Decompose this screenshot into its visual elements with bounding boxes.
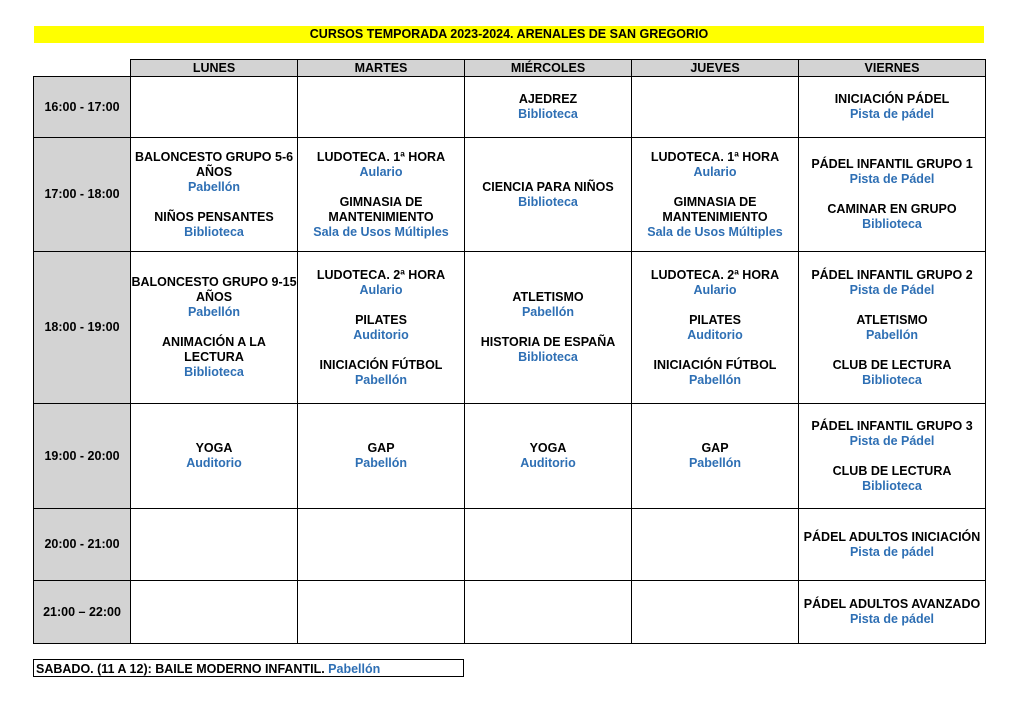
activity-name: YOGA [195,441,233,455]
activity-name: INICIACIÓN PÁDEL [834,92,950,106]
schedule-row [34,404,986,509]
activity-spacer [632,298,798,313]
day-header-lunes: LUNES [131,60,298,77]
activity-place: Sala de Usos Múltiples [313,224,449,239]
activity-name: PÁDEL INFANTIL GRUPO 2 [811,267,973,282]
cell-miercoles [465,77,632,138]
activity-name: LUDOTECA. 1ª HORA [650,149,780,164]
page-title: CURSOS TEMPORADA 2023-2024. ARENALES DE SAN GREGORIO [34,26,984,43]
activity-name: CIENCIA PARA NIÑOS [482,179,614,194]
day-header-martes: MARTES [298,60,465,77]
activity-place: Biblioteca [184,365,244,379]
activity-name: LUDOTECA. 2ª HORA [650,267,780,282]
activity-place: Aulario [693,282,737,297]
activity-place: Pabellón [354,372,408,387]
cell-lunes [131,77,298,138]
cell-lunes [131,509,298,581]
activity-name: GAP [367,441,395,455]
activity-name: PÁDEL ADULTOS AVANZADO [803,597,981,611]
cell-viernes [799,509,986,581]
activity-name: PÁDEL ADULTOS INICIACIÓN [803,529,981,544]
day-header-viernes: VIERNES [799,60,986,77]
activity-place: Pista de pádel [849,544,935,559]
schedule-table [33,59,986,644]
activity-name: YOGA [529,441,567,455]
activity-name: BALONCESTO GRUPO 9-15 AÑOS [131,275,297,304]
schedule-row [34,581,986,644]
cell-martes [298,252,465,404]
activity-place: Auditorio [520,456,576,470]
activity-name: PILATES [689,312,741,327]
activity-name: HISTORIA DE ESPAÑA [480,335,616,349]
saturday-note-place: Pabellón [328,662,381,676]
activity-place: Biblioteca [518,194,578,209]
cell-viernes [799,404,986,509]
cell-martes [298,77,465,138]
saturday-note-text: SABADO. (11 A 12): BAILE MODERNO INFANTIL. [36,662,325,676]
activity-spacer [465,320,631,335]
schedule-row [34,77,986,138]
activity-place: Pista de Pádel [849,433,935,448]
activity-place: Aulario [693,164,737,179]
activity-spacer [298,343,464,358]
cell-jueves [632,138,799,252]
activity-name: AJEDREZ [518,92,578,106]
activity-spacer [131,320,297,335]
activity-place: Biblioteca [862,478,922,493]
cell-miercoles [465,404,632,509]
corner-cell [34,60,131,77]
activity-place: Aulario [359,282,403,297]
activity-name: LUDOTECA. 2ª HORA [316,267,446,282]
cell-jueves [632,581,799,644]
activity-name: PÁDEL INFANTIL GRUPO 3 [811,418,973,433]
activity-name: CAMINAR EN GRUPO [827,202,957,216]
activity-name: INICIACIÓN FÚTBOL [319,357,443,372]
cell-miercoles [465,509,632,581]
activity-place: Pabellón [865,327,919,342]
cell-lunes [131,138,298,252]
activity-spacer [799,343,985,358]
activity-place: Biblioteca [184,224,244,239]
cell-martes [298,404,465,509]
cell-viernes [799,138,986,252]
activity-name: LUDOTECA. 1ª HORA [316,149,446,164]
activity-place: Biblioteca [862,217,922,231]
cell-lunes [131,581,298,644]
cell-miercoles [465,581,632,644]
activity-name: GIMNASIA DE MANTENIMIENTO [662,194,768,224]
activity-place: Pista de pádel [849,107,935,121]
activity-place: Auditorio [353,327,409,342]
activity-place: Biblioteca [518,107,578,121]
activity-place: Pabellón [187,179,241,194]
activity-spacer [799,187,985,202]
cell-miercoles [465,138,632,252]
saturday-note [33,659,464,677]
activity-place: Aulario [359,164,403,179]
activity-spacer [799,449,985,464]
activity-name: CLUB DE LECTURA [832,357,952,372]
cell-viernes [799,77,986,138]
cell-martes [298,509,465,581]
cell-jueves [632,77,799,138]
activity-place: Sala de Usos Múltiples [647,224,783,239]
activity-name: INICIACIÓN FÚTBOL [653,357,777,372]
time-slot-cell: 20:00 - 21:00 [34,509,131,581]
cell-jueves [632,404,799,509]
cell-jueves [632,509,799,581]
activity-spacer [298,180,464,195]
day-header-miercoles: MIÉRCOLES [465,60,632,77]
time-slot-cell: 18:00 - 19:00 [34,252,131,404]
activity-name: PÁDEL INFANTIL GRUPO 1 [811,157,973,171]
activity-name: CLUB DE LECTURA [832,463,952,478]
time-slot-cell: 17:00 - 18:00 [34,138,131,252]
day-header-jueves: JUEVES [632,60,799,77]
cell-lunes [131,404,298,509]
activity-name: ANIMACIÓN A LA LECTURA [162,335,266,364]
schedule-row [34,252,986,404]
activity-place: Pabellón [688,372,742,387]
header-row [34,60,986,77]
schedule-row [34,138,986,252]
schedule-row [34,509,986,581]
cell-lunes [131,252,298,404]
activity-name: PILATES [355,312,407,327]
activity-spacer [632,180,798,195]
activity-place: Pista de pádel [849,612,935,626]
cell-viernes [799,252,986,404]
activity-place: Biblioteca [862,372,922,387]
activity-spacer [298,298,464,313]
activity-spacer [799,298,985,313]
activity-place: Auditorio [687,327,743,342]
cell-jueves [632,252,799,404]
activity-place: Pabellón [688,456,742,470]
activity-name: ATLETISMO [512,290,584,304]
activity-place: Pista de Pádel [849,282,935,297]
activity-place: Auditorio [186,456,242,470]
activity-spacer [131,195,297,210]
activity-place: Pista de Pádel [849,172,935,186]
activity-name: GAP [701,441,729,455]
activity-spacer [632,343,798,358]
activity-name: NIÑOS PENSANTES [154,209,274,224]
cell-viernes [799,581,986,644]
cell-martes [298,138,465,252]
activity-name: ATLETISMO [856,312,928,327]
time-slot-cell: 21:00 – 22:00 [34,581,131,644]
activity-place: Biblioteca [518,350,578,364]
activity-name: BALONCESTO GRUPO 5-6 AÑOS [134,149,294,179]
activity-name: GIMNASIA DE MANTENIMIENTO [328,194,434,224]
activity-place: Pabellón [521,305,575,319]
cell-miercoles [465,252,632,404]
time-slot-cell: 16:00 - 17:00 [34,77,131,138]
activity-place: Pabellón [187,305,241,319]
time-slot-cell: 19:00 - 20:00 [34,404,131,509]
cell-martes [298,581,465,644]
activity-place: Pabellón [354,456,408,470]
